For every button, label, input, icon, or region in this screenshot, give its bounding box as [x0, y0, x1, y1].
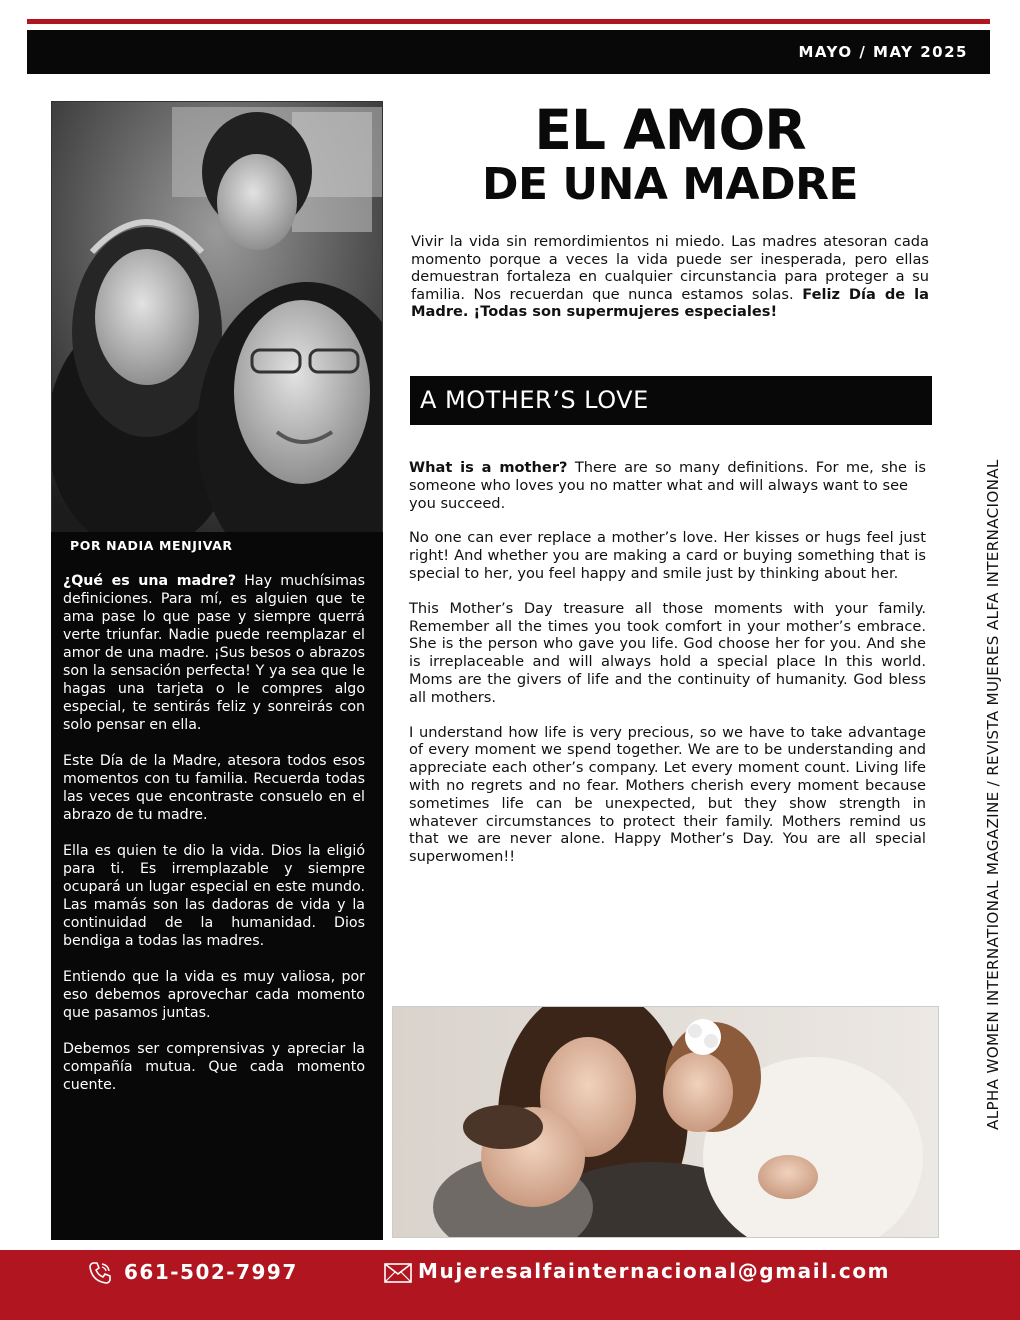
- spanish-paragraph-3: Ella es quien te dio la vida. Dios la eligió para ti. Es irremplazable y siempre ocupará un lugar especial en este mundo. Las mamás son las dadoras de vida y la continuidad de la humanidad. Dios bendiga a todas las madres.: [63, 843, 365, 949]
- mail-icon: [384, 1263, 412, 1283]
- headline-line-1: EL AMOR: [534, 98, 806, 162]
- phone-number[interactable]: 661-502-7997: [124, 1260, 298, 1284]
- english-paragraph-3: This Mother’s Day treasure all those moments with your family. Remember all the times you took comfort in your mother’s embrace. She is the person who gave you life. God choose her for you. And she is irreplaceable and will always hold a special place In this world. Moms are the givers of life and the continuity of humanity. God bless all mothers.: [409, 599, 926, 706]
- spanish-article-column: [51, 532, 383, 1240]
- english-section-banner: [410, 376, 932, 425]
- english-section-title: A MOTHER’S LOVE: [420, 386, 649, 414]
- top-header-bar: [27, 30, 990, 74]
- email-address[interactable]: Mujeresalfainternacional@gmail.com: [418, 1259, 891, 1283]
- issue-date: MAYO / MAY 2025: [798, 43, 968, 61]
- author-byline: POR NADIA MENJIVAR: [70, 538, 233, 553]
- english-article-body: [409, 459, 926, 883]
- english-question: What is a mother?: [409, 459, 568, 476]
- top-red-rule: [27, 19, 990, 24]
- mother-children-photo: [392, 1006, 939, 1238]
- family-selfie-photo: [51, 101, 383, 533]
- english-paragraph-4: I understand how life is very precious, so we have to take advantage of every moment we spend together. We are to be understanding and appreciate each other’s company. Let every moment count. Living life with no regrets and no fear. Mothers cherish every moment because sometimes life can be unexpected, but they show strength in whatever circumstances to protect their family. Mothers remind us that we are never alone. Happy Mother’s Day. You are all special superwomen!!: [409, 723, 926, 866]
- intro-bold-closing: Feliz Día de la Madre. ¡Todas son supermujeres especiales!: [411, 285, 929, 320]
- spanish-paragraph-4: Entiendo que la vida es muy valiosa, por eso debemos aprovechar cada momento que pasamos juntas.: [63, 969, 365, 1021]
- intro-paragraph: Vivir la vida sin remordimientos ni miedo. Las madres atesoran cada momento porque a veces la vida puede ser inesperada, pero ellas demuestran fortaleza en cualquier circunstancia para proteger a su familia. Nos recuerdan que nunca estamos solas. Feliz Día de la Madre. ¡Todas son supermujeres especiales!: [411, 233, 929, 320]
- spanish-paragraph-1: ¿Qué es una madre? Hay muchísimas definiciones. Para mí, es alguien que te ama pase lo que pase y siempre querrá verte triunfar. Nadie puede reemplazar el amor de una madre. ¡Sus besos o abrazos son la sensación perfecta! Y ya sea que le hagas una tarjeta o le compres algo especial, te sentirás feliz y sonreirás con solo pensar en ella.: [63, 573, 365, 733]
- english-paragraph-2: No one can ever replace a mother’s love. Her kisses or hugs feel just right! And whether you are making a card or buying something that is special to her, you feel happy and smile just by thinking about her.: [409, 529, 926, 582]
- spanish-article-body: [63, 572, 365, 1112]
- spanish-paragraph-2: Este Día de la Madre, atesora todos esos momentos con tu familia. Recuerda todas las veces que encontraste consuelo en el abrazo de tu madre.: [63, 753, 365, 823]
- footer-contact-bar: [0, 1250, 1020, 1320]
- phone-icon: [88, 1261, 112, 1285]
- magazine-name-vertical: ALPHA WOMEN INTERNATIONAL MAGAZINE / REVISTA MUJERES ALFA INTERNACIONAL: [984, 459, 1002, 1130]
- headline-line-2: DE UNA MADRE: [481, 159, 859, 210]
- spanish-paragraph-5: Debemos ser comprensivas y apreciar la compañía mutua. Que cada momento cuente.: [63, 1041, 365, 1093]
- spanish-question: ¿Qué es una madre?: [63, 573, 237, 589]
- english-paragraph-1: What is a mother? There are so many definitions. For me, she is someone who loves you no matter what and will always want to see you succeed.: [409, 459, 927, 512]
